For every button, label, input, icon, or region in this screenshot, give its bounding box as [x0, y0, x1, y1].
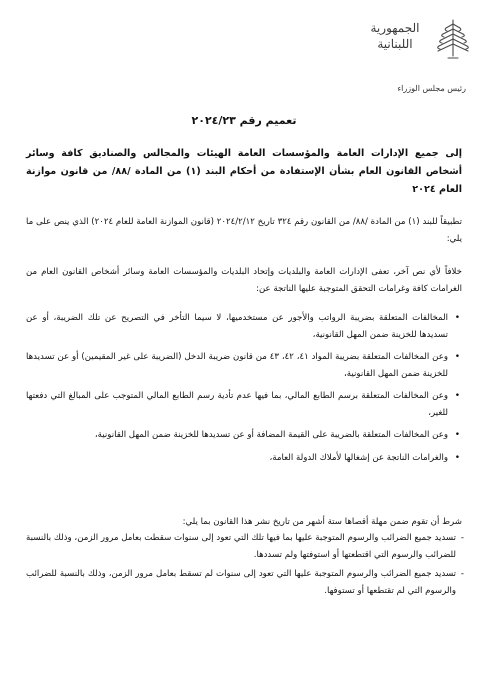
list-item: [26, 310, 460, 343]
list-item: [26, 530, 464, 563]
bullet-icon: •: [454, 313, 460, 323]
letterhead: [356, 6, 476, 102]
exemption-paragraph: خلافاً لأي نص آخر، تعفى الإدارات العامة والبلديات وإتحاد البلديات والمؤسسات العامة وسائر أشخاص القانون العام من الغرامات كافة وغرامات التحقق المتوجبة عليها الناتجة عن:: [26, 267, 462, 294]
letterhead-title: [360, 20, 430, 52]
condition-paragraph: شرط أن تقوم ضمن مهلة أقصاها ستة أشهر من تاريخ نشر هذا القانون بما يلي:: [182, 517, 462, 527]
violations-list: [26, 310, 462, 472]
circular-title: تعميم رقم ٢٠٢٤/٢٣: [191, 114, 297, 127]
dash-marker: -: [460, 569, 464, 579]
list-item: [26, 388, 460, 421]
letterhead-title-line2: اللبنانية: [377, 37, 413, 51]
list-item-text: وعن المخالفات المتعلقة بالضريبة على القيمة المضافة أو عن تسديدها للخزينة ضمن المهل القانونية،: [94, 430, 448, 440]
list-item-text: والغرامات الناتجة عن إشغالها لأملاك الدولة العامة،: [269, 452, 448, 463]
letterhead-subtitle: رئيس مجلس الوزراء: [397, 84, 466, 93]
circular-subject: إلى جميع الإدارات العامة والمؤسسات العامة الهيئات والمجالس والصناديق كافة وسائر أشخاص القانون العام بشأن الإستفادة من أحكام البند (١) من المادة /٨٨/ من قانون موازنة العام ٢٠٢٤: [26, 148, 462, 195]
list-item: [26, 349, 460, 382]
list-item: [26, 427, 460, 444]
bullet-icon: •: [454, 391, 460, 401]
dash-marker: -: [460, 533, 464, 543]
cedar-tree-icon: [434, 16, 472, 62]
list-item-text: تسديد جميع الضرائب والرسوم المتوجبة عليها بما فيها تلك التي تعود إلى سنوات سقطت بعامل مرور الزمن، وذلك بالنسبة للضرائب والرسوم التي اقتطعتها أو استوفتها ولم تسددها.: [26, 533, 456, 560]
bullet-icon: •: [454, 452, 460, 463]
conditions-list: [26, 530, 464, 602]
list-item-text: تسديد جميع الضرائب والرسوم المتوجبة عليها التي تعود إلى سنوات لم تسقط بعامل مرور الزمن، وذلك بالنسبة للضرائب والرسوم التي لم تقتطعها أو تستوفها.: [26, 569, 456, 596]
bullet-icon: •: [454, 352, 460, 362]
list-item-text: وعن المخالفات المتعلقة برسم الطابع المالي، بما فيها عدم تأدية رسم الطابع المالي المتوجب على المبالغ التي دفعتها للغير،: [26, 391, 448, 418]
list-item-text: وعن المخالفات المتعلقة بضريبة المواد ٤١، ٤٢، ٤٣ من قانون ضريبة الدخل (الضريبة على غير المقيمين) أو عن تسديدها للخزينة ضمن المهل القانونية،: [26, 352, 448, 379]
list-item: [26, 566, 464, 599]
letterhead-title-line1: الجمهورية: [370, 21, 420, 35]
list-item: [26, 450, 460, 467]
intro-paragraph: تطبيقاً للبند (١) من المادة /٨٨/ من القانون رقم ٣٢٤ تاريخ ٢٠٢٤/٢/١٢ (قانون الموازنة العامة للعام ٢٠٢٤) الذي ينص على ما يلي:: [26, 217, 462, 244]
list-item-text: المخالفات المتعلقة بضريبة الرواتب والأجور عن مستخدميها، لا سيما التأخر في التصريح عن تلك الضريبة، أو عن تسديدها للخزينة ضمن المهل القانونية،: [26, 313, 448, 340]
bullet-icon: •: [454, 430, 460, 440]
